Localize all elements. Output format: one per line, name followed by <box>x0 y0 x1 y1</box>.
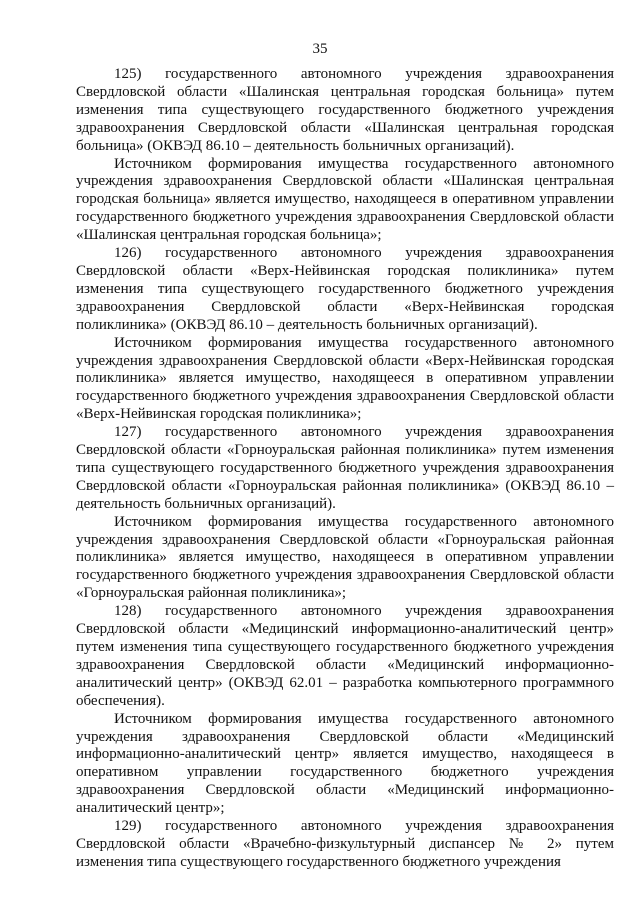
paragraph-126-source: Источником формирования имущества государственного автономного учреждения здравоохранения Свердловской области «Верх-Нейвинская городская поликлиника» является имущество, находящееся в оперативном управлении государственного бюджетного учреждения здравоохранения Свердловской области «Верх-Нейвинская городская поликлиника»; <box>76 334 614 423</box>
paragraph-128: 128) государственного автономного учреждения здравоохранения Свердловской области «Медицинский информационно-аналитический центр» путем изменения типа существующего государственного бюджетного учреждения здравоохранения Свердловской области «Медицинский информационно-аналитический центр» (ОКВЭД 62.01 – разработка компьютерного программного обеспечения). <box>76 603 614 709</box>
paragraph-125: 125) государственного автономного учреждения здравоохранения Свердловской области «Шалинская центральная городская больница» путем изменения типа существующего государственного бюджетного учреждения здравоохранения Свердловской области «Шалинская центральная городская больница» (ОКВЭД 86.10 – деятельность больничных организаций). <box>76 66 614 154</box>
paragraph-126: 126) государственного автономного учреждения здравоохранения Свердловской области «Верх-Нейвинская городская поликлиника» путем изменения типа существующего государственного бюджетного учреждения здравоохранения Свердловской области «Верх-Нейвинская городская поликлиника» (ОКВЭД 86.10 – деятельность больничных организаций). <box>76 245 614 333</box>
document-body <box>76 66 614 872</box>
paragraph-129: 129) государственного автономного учреждения здравоохранения Свердловской области «Врачебно-физкультурный диспансер № 2» путем изменения типа существующего государственного бюджетного учреждения <box>76 818 614 870</box>
page-number: 35 <box>312 41 328 57</box>
paragraph-127-source: Источником формирования имущества государственного автономного учреждения здравоохранения Свердловской области «Горноуральская районная поликлиника» является имущество, находящееся в оперативном управлении государственного бюджетного учреждения здравоохранения Свердловской области «Горноуральская районная поликлиника»; <box>76 513 614 602</box>
paragraph-128-source: Источником формирования имущества государственного автономного учреждения здравоохранения Свердловской области «Медицинский информационно-аналитический центр» является имущество, находящееся в оперативном управлении государственного бюджетного учреждения здравоохранения Свердловской области «Медицинский информационно-аналитический центр»; <box>76 710 614 817</box>
paragraph-125-source: Источником формирования имущества государственного автономного учреждения здравоохранения Свердловской области «Шалинская центральная городская больница» является имущество, находящееся в оперативном управлении государственного бюджетного учреждения здравоохранения Свердловской области «Шалинская центральная городская больница»; <box>76 155 614 244</box>
paragraph-127: 127) государственного автономного учреждения здравоохранения Свердловской области «Горноуральская районная поликлиника» путем изменения типа существующего государственного бюджетного учреждения здравоохранения Свердловской области «Горноуральская районная поликлиника» (ОКВЭД 86.10 – деятельность больничных организаций). <box>76 424 614 512</box>
